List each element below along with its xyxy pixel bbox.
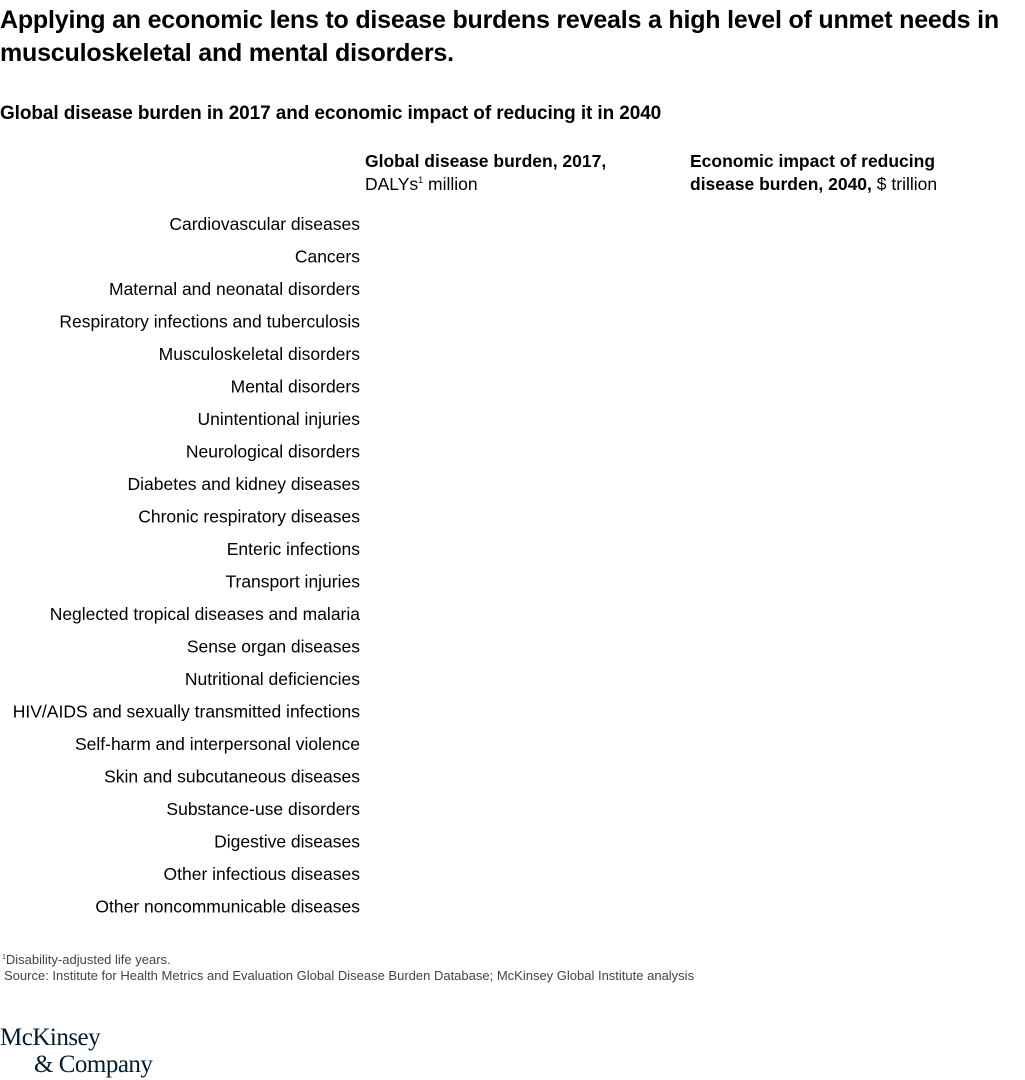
logo-line-2: & Company bbox=[34, 1051, 153, 1078]
column-header-economic-impact-title: Economic impact of reducing disease burden, 2040, bbox=[690, 151, 936, 194]
column-header-economic-impact-unit: $ trillion bbox=[876, 174, 938, 194]
category-label: Other noncommunicable diseases bbox=[95, 896, 360, 917]
category-label: Sense organ diseases bbox=[186, 636, 360, 657]
category-label: Substance-use disorders bbox=[166, 799, 360, 819]
category-label: Mental disorders bbox=[230, 376, 360, 397]
category-label: Digestive diseases bbox=[214, 831, 360, 852]
footnote-text: Disability-adjusted life years. bbox=[5, 952, 171, 967]
category-label: Other infectious diseases bbox=[163, 864, 360, 884]
category-label: Respiratory infections and tuberculosis bbox=[59, 311, 360, 332]
category-label: Cancers bbox=[294, 246, 360, 267]
headline: Applying an economic lens to disease burdens reveals a high level of unmet needs in musculoskeletal and mental disorders. bbox=[0, 6, 999, 67]
category-label: Maternal and neonatal disorders bbox=[109, 279, 360, 299]
footnote-marker: 1 bbox=[2, 954, 6, 961]
category-label: Chronic respiratory diseases bbox=[138, 506, 360, 527]
source-note: Source: Institute for Health Metrics and Evaluation Global Disease Burden Database; McKinsey Global Institute analysis bbox=[4, 968, 695, 983]
category-label: Nutritional deficiencies bbox=[184, 669, 360, 689]
chart bbox=[0, 205, 1025, 925]
column-header-disease-burden bbox=[365, 150, 665, 196]
category-label: Self-harm and interpersonal violence bbox=[74, 734, 360, 754]
column-header-economic-impact bbox=[690, 150, 990, 196]
category-label: Unintentional injuries bbox=[197, 409, 360, 429]
category-label: HIV/AIDS and sexually transmitted infections bbox=[12, 701, 360, 722]
category-label: Musculoskeletal disorders bbox=[158, 344, 360, 364]
mckinsey-logo bbox=[0, 1024, 152, 1078]
category-label: Neurological disorders bbox=[185, 441, 360, 462]
column-header-disease-burden-unit bbox=[365, 174, 478, 194]
daly-unit-label: DALYs bbox=[365, 174, 419, 194]
category-label: Skin and subcutaneous diseases bbox=[104, 766, 360, 787]
category-label: Diabetes and kidney diseases bbox=[127, 474, 360, 494]
logo-line-1: McKinsey bbox=[0, 1024, 101, 1051]
footnote-marker: 1 bbox=[418, 175, 424, 185]
category-label: Transport injuries bbox=[225, 571, 360, 592]
category-label: Neglected tropical diseases and malaria bbox=[49, 604, 360, 624]
daly-unit-suffix: million bbox=[423, 174, 478, 194]
category-label: Cardiovascular diseases bbox=[169, 214, 360, 234]
category-label: Enteric infections bbox=[226, 539, 360, 559]
chart-title: Global disease burden in 2017 and economic impact of reducing it in 2040 bbox=[0, 103, 662, 124]
column-header-disease-burden-title: Global disease burden, 2017, bbox=[365, 151, 607, 171]
footnote bbox=[2, 951, 171, 968]
